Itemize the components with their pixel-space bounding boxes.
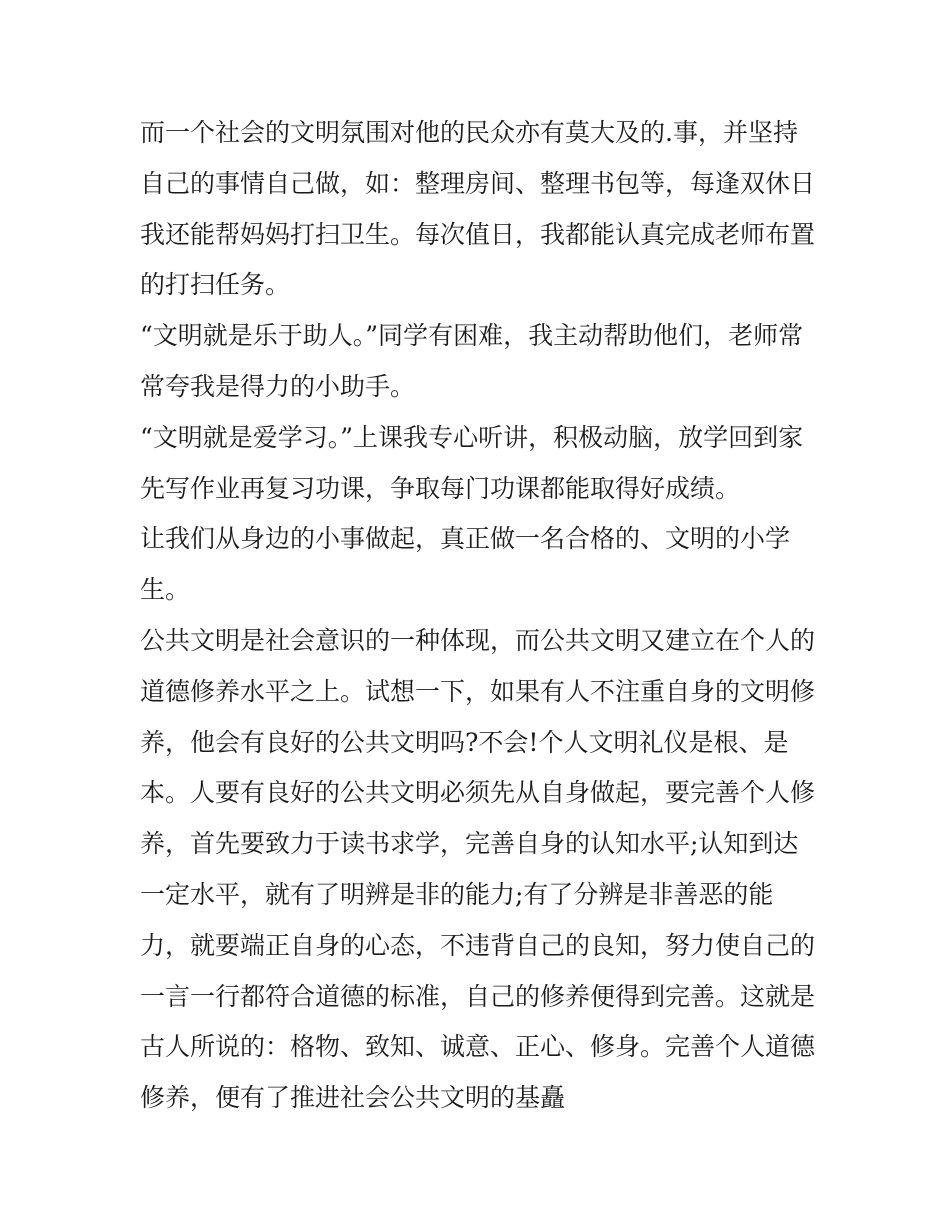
text-line: 自己的事情自己做，如：整理房间、整理书包等，每逢双休日 [140,168,816,198]
text-line: 力，就要端正自身的心态，不违背自己的良知，努力使自己的 [140,930,816,960]
text-line: 先写作业再复习功课，争取每门功课都能取得好成绩。 [140,473,741,503]
text-line: 而一个社会的文明氛围对他的民众亦有莫大及的.事，并坚持 [140,118,798,147]
text-line: 本。人要有良好的公共文明必须先从自身做起，要完善个人修 [140,778,816,808]
text-line: 生。 [140,575,191,605]
text-line: 的打扫任务。 [140,270,291,300]
text-line: “文明就是乐于助人。”同学有困难，我主动帮助他们，老师常 [140,321,804,351]
text-line: 常夸我是得力的小助手。 [140,371,416,401]
text-line: 我还能帮妈妈打扫卫生。每次值日，我都能认真完成老师布置 [140,219,816,249]
text-line: 养，他会有良好的公共文明吗?不会!个人文明礼仪是根、是 [140,727,789,757]
text-line: “文明就是爱学习。”上课我专心听讲，积极动脑，放学回到家 [140,422,804,452]
text-line: 古人所说的：格物、致知、诚意、正心、修身。完善个人道德 [140,1032,816,1062]
text-line: 一言一行都符合道德的标准，自己的修养便得到完善。这就是 [140,981,816,1011]
text-line: 修养，便有了推进社会公共文明的基矗 [140,1083,566,1113]
text-line: 道德修养水平之上。试想一下，如果有人不注重自身的文明修 [140,676,816,706]
text-line: 养，首先要致力于读书求学，完善自身的认知水平;认知到达 [140,829,799,859]
text-line: 公共文明是社会意识的一种体现，而公共文明又建立在个人的 [140,625,816,655]
body-text [140,108,820,1124]
text-line: 一定水平，就有了明辨是非的能力;有了分辨是非善恶的能 [140,879,774,909]
text-line: 让我们从身边的小事做起，真正做一名合格的、文明的小学 [140,524,791,554]
